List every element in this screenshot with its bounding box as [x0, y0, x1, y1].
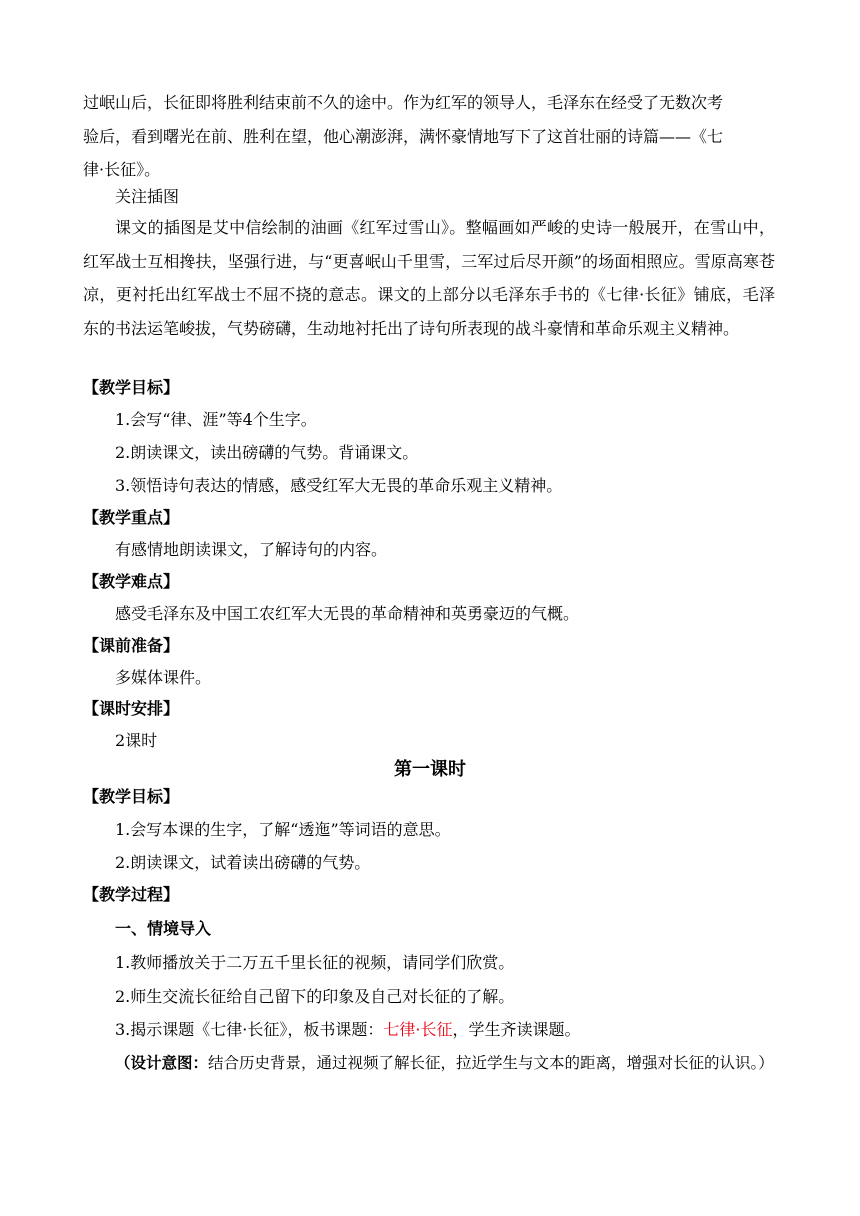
- lesson-goal-1: 1.会写本课的生字，了解“透迤”等词语的意思。: [115, 820, 451, 839]
- step3-prefix: 3.揭示课题《七律·长征》，板书课题：: [115, 1020, 384, 1039]
- illustration-label: 关注插图: [115, 187, 180, 206]
- board-title-highlight: 七律·长征: [383, 1020, 453, 1039]
- process-step-1: 1.教师播放关于二万五千里长征的视频，请同学们欣赏。: [115, 953, 515, 972]
- process-step-2: 2.师生交流长征给自己留下的印象及自己对长征的了解。: [115, 987, 515, 1006]
- design-intent-label: （设计意图：: [115, 1053, 209, 1072]
- lesson-goals-heading: 【教学目标】: [83, 787, 180, 806]
- step3-suffix: ，学生齐读课题。: [452, 1020, 581, 1039]
- design-intent-text: 结合历史背景，通过视频了解长征，拉近学生与文本的距离，增强对长征的认识。）: [208, 1054, 774, 1072]
- intro-line-3: 律·长征》。: [83, 160, 161, 179]
- difficulties-heading: 【教学难点】: [83, 572, 180, 591]
- intro-line-1: 过岷山后，长征即将胜利结束前不久的途中。作为红军的领导人，毛泽东在经受了无数次考: [83, 93, 724, 112]
- schedule-heading: 【课时安排】: [83, 699, 180, 718]
- illustration-paragraph: 课文的插图是艾中信绘制的油画《红军过雪山》。整幅画如严峻的史诗一般展开，在雪山中，红军战士互相搀扶，坚强行进，与“更喜岷山千里雪，三军过后尽开颜”的场面相照应。雪原高寒苍凉，更衬托出红军战士不屈不挠的意志。课文的上部分以毛泽东手书的《七律·长征》铺底，毛泽东的书法运笔峻拔，气势磅礴，生动地衬托出了诗句所表现的战斗豪情和革命乐观主义精神。: [83, 218, 775, 338]
- section-title-intro: 一、情境导入: [115, 919, 212, 938]
- schedule-text: 2课时: [115, 731, 158, 750]
- goal-item-3: 3.领悟诗句表达的情感，感受红军大无畏的革命乐观主义精神。: [115, 476, 563, 495]
- goal-item-2: 2.朗读课文，读出磅礴的气势。背诵课文。: [115, 443, 419, 462]
- process-heading: 【教学过程】: [83, 885, 180, 904]
- preparation-text: 多媒体课件。: [115, 668, 212, 687]
- key-points-text: 有感情地朗读课文，了解诗句的内容。: [115, 540, 388, 559]
- difficulties-text: 感受毛泽东及中国工农红军大无畏的革命精神和英勇豪迈的气概。: [115, 604, 580, 623]
- preparation-heading: 【课前准备】: [83, 636, 180, 655]
- lesson-title: 第一课时: [394, 759, 466, 780]
- intro-line-2: 验后，看到曙光在前、胜利在望，他心潮澎湃，满怀豪情地写下了这首壮丽的诗篇——《七: [83, 127, 724, 146]
- lesson-goal-2: 2.朗读课文，试着读出磅礴的气势。: [115, 853, 371, 872]
- design-intent-note: [83, 1046, 775, 1080]
- process-step-3: [115, 1020, 580, 1040]
- goal-item-1: 1.会写“律、涯”等4个生字。: [115, 410, 317, 429]
- goals-heading: 【教学目标】: [83, 378, 180, 397]
- key-points-heading: 【教学重点】: [83, 508, 180, 527]
